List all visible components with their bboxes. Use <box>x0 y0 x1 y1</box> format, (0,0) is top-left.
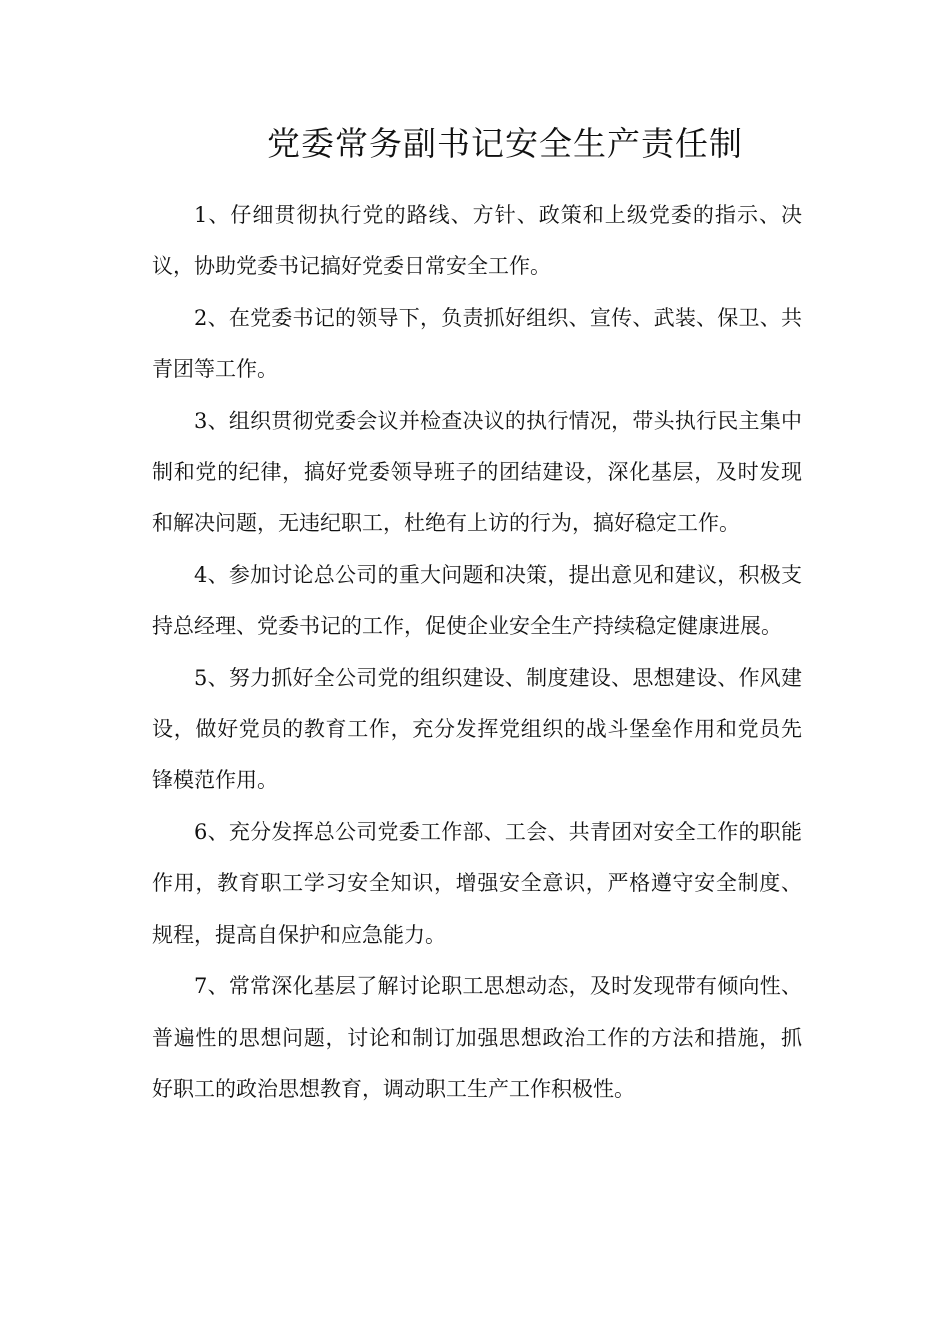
paragraph-5: 5、努力抓好全公司党的组织建设、制度建设、思想建设、作风建设，做好党员的教育工作，充分发挥党组织的战斗堡垒作用和党员先锋模范作用。 <box>152 665 802 793</box>
document-body <box>152 190 802 1115</box>
paragraph-4: 4、参加讨论总公司的重大问题和决策，提出意见和建议，积极支持总经理、党委书记的工作，促使企业安全生产持续稳定健康进展。 <box>152 562 802 639</box>
paragraph-2: 2、在党委书记的领导下，负责抓好组织、宣传、武装、保卫、共青团等工作。 <box>152 305 802 382</box>
document-title: 党委常务副书记安全生产责任制 <box>267 124 743 163</box>
paragraph-6: 6、充分发挥总公司党委工作部、工会、共青团对安全工作的职能作用，教育职工学习安全知识，增强安全意识，严格遵守安全制度、规程，提高自保护和应急能力。 <box>152 819 802 947</box>
paragraph-3: 3、组织贯彻党委会议并检查决议的执行情况，带头执行民主集中制和党的纪律，搞好党委领导班子的团结建设，深化基层，及时发现和解决问题，无违纪职工，杜绝有上访的行为，搞好稳定工作。 <box>152 408 802 536</box>
paragraph-1: 1、仔细贯彻执行党的路线、方针、政策和上级党委的指示、决议，协助党委书记搞好党委日常安全工作。 <box>152 203 802 279</box>
paragraph-7: 7、常常深化基层了解讨论职工思想动态，及时发现带有倾向性、普遍性的思想问题，讨论和制订加强思想政治工作的方法和措施，抓好职工的政治思想教育，调动职工生产工作积极性。 <box>152 974 802 1101</box>
